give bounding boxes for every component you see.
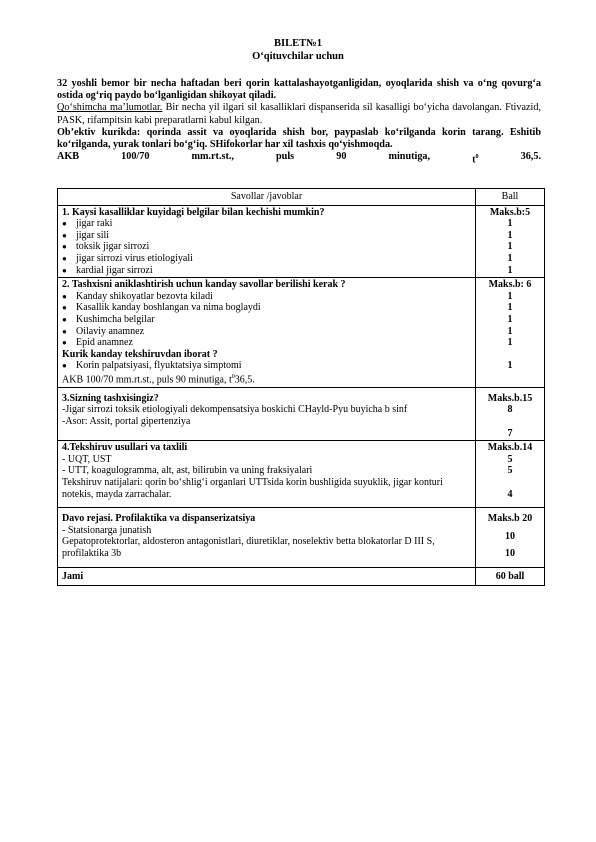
section-4-line-2: - UTT, koagulogramma, alt, ast, bilirubin va uning fraksiyalari (62, 465, 313, 477)
section-1-max: Maks.b:5 (489, 206, 531, 218)
list-item: ● Kushimcha belgilar (62, 313, 155, 325)
point-value: 1 (507, 302, 513, 314)
bullet-icon: ● (62, 361, 67, 371)
vitals-puls-unit: minutiga, (388, 151, 431, 163)
point-value: 1 (507, 218, 513, 230)
point-value: 1 (507, 252, 513, 264)
point-value: 5 (507, 465, 513, 477)
list-item: ● Korin palpatsiyasi, flyuktatsiya simptomi (62, 360, 242, 372)
section-3-max: Maks.b.15 (487, 392, 533, 404)
list-item: ● Epid anamnez (62, 337, 133, 349)
vitals-akb-value: 100/70 (121, 151, 150, 163)
list-item: ● Kanday shikoyatlar bezovta kiladi (62, 290, 213, 302)
vitals-puls: puls (276, 151, 295, 163)
list-item: ● jigar raki (62, 218, 113, 230)
list-item: ● Oilaviy anamnez (62, 325, 145, 337)
point-value: 1 (507, 229, 513, 241)
list-item: ● toksik jigar sirrozi (62, 241, 150, 253)
table-row-total (58, 567, 545, 586)
list-item: ● jigar sirrozi virus etiologiyali (62, 252, 193, 264)
section-3-complications: -Asor: Assit, portal gipertenziya (62, 416, 191, 428)
bullet-icon: ● (62, 253, 67, 263)
questions-table (57, 188, 545, 586)
section-1-points (476, 205, 545, 278)
vitals-unit: mm.rt.st., (191, 151, 234, 163)
ticket-title: BILET№1 (274, 38, 322, 49)
bullet-icon: ● (62, 326, 67, 336)
vitals-akb: AKB (57, 151, 80, 163)
bullet-icon: ● (62, 338, 67, 348)
section-3-points (476, 387, 545, 440)
bullet-icon: ● (62, 314, 67, 324)
point-value: 4 (507, 488, 513, 500)
section-2-points (476, 278, 545, 388)
point-value: 1 (507, 325, 513, 337)
vitals-puls-value: 90 (336, 151, 347, 163)
section-2-heading: 2. Tashxisni aniklashtirish uchun kanday savollar berilishi kerak ? (62, 279, 346, 291)
bullet-icon: ● (62, 242, 67, 252)
point-value: 8 (507, 404, 513, 416)
list-item: ● kardial jigar sirrozi (62, 264, 153, 276)
bullet-icon: ● (62, 291, 67, 301)
point-value: 10 (505, 548, 515, 560)
additional-info-text: Bir necha yil ilgari sil kasalliklari dispanserida sil kasalligi bo‘yicha davolangan. Ftivazid, PASK, rifampitsin kabi preparatlarni kabul kilgan. (57, 102, 541, 126)
column-header-ball: Ball (476, 189, 545, 206)
point-value: 1 (507, 313, 513, 325)
section-4-max: Maks.b.14 (487, 442, 533, 454)
section-5-points (476, 508, 545, 567)
vitals-line (57, 151, 541, 167)
section-4-line-1: - UQT, UST (62, 453, 112, 465)
section-5-line-1: - Statsionarga junatish (62, 524, 152, 536)
table-row-section-4 (58, 441, 545, 508)
point-value: 5 (507, 453, 513, 465)
ticket-subtitle: O‘qituvchilar uchun (252, 51, 344, 62)
section-2-subheading: Kurik kanday tekshiruvdan iborat ? (62, 348, 218, 360)
table-row-section-1 (58, 205, 545, 278)
point-value: 1 (507, 264, 513, 276)
table-header-row (58, 189, 545, 206)
total-value: 60 ball (476, 567, 545, 586)
bullet-icon: ● (62, 230, 67, 240)
section-4-points (476, 441, 545, 508)
case-description (57, 78, 541, 167)
list-item: ● jigar sili (62, 229, 110, 241)
section-3-diagnosis: -Jigar sirrozi toksik etiologiyali dekompensatsiya boskichi CHayld-Pyu buyicha b sinf (62, 404, 408, 416)
section-4-results: Tekshiruv natijalari: qorin bo‘shlig‘i organlari UTTsida korin bushligida suyuklik, jigar konturi notekis, mayda zarrachalar. (62, 476, 443, 500)
objective-exam-text: Ob’ektiv kurikda: qorinda assit va oyoqlarida shish bor, paypaslab ko‘rilganda korin tarang. Eshitib ko‘rilganda, yurak tonlari bo‘g‘iq. SHifokorlar har xil tashxis qo‘yishmoqda. (57, 126, 541, 151)
table-row-section-3 (58, 387, 545, 440)
list-item: ● Kasallik kanday boshlangan va nima boglaydi (62, 302, 261, 314)
section-5-max: Maks.b 20 (487, 513, 533, 525)
section-2-vitals-note: AKB 100/70 mm.rt.st., puls 90 minutiga, $t^036,5$. (62, 373, 255, 386)
section-5-line-2: Gepatoprotektorlar, aldosteron antagonistlari, diuretiklar, noselektiv betta blokatorlar D III S, profilaktika 3b (62, 536, 435, 559)
section-5-heading: Davo rejasi. Profilaktika va dispanserizatsiya (62, 513, 256, 525)
complaint-text: 32 yoshli bemor bir necha haftadan beri qorin kattalashayotganligidan, oyoqlarida shish va o‘ng qovurg‘a ostida og‘riq paydo bo‘lganligidan shikoyat qiladi. (57, 78, 541, 102)
section-3-heading: 3.Sizning tashxisingiz? (62, 392, 159, 404)
point-value: 1 (507, 241, 513, 253)
bullet-icon: ● (62, 265, 67, 275)
section-2-max: Maks.b: 6 (488, 279, 532, 291)
column-header-questions: Savollar /javoblar (58, 189, 476, 206)
vitals-temp: $t^0$ (472, 154, 479, 166)
point-value: 1 (507, 360, 513, 372)
bullet-icon: ● (62, 303, 67, 313)
additional-info-label: Qo‘shimcha ma’lumotlar. (57, 102, 163, 114)
total-label: Jami (62, 570, 84, 582)
bullet-icon: ● (62, 219, 67, 229)
point-value: 1 (507, 290, 513, 302)
point-value: 1 (507, 337, 513, 349)
vitals-temp-value: 36,5. (520, 151, 541, 163)
section-4-heading: 4.Tekshiruv usullari va taxlili (62, 442, 188, 454)
point-value: 7 (507, 427, 513, 439)
point-value: 10 (505, 530, 515, 542)
additional-info (57, 102, 541, 126)
table-row-section-2 (58, 278, 545, 388)
table-row-section-5 (58, 508, 545, 567)
section-1-heading: 1. Kaysi kasalliklar kuyidagi belgilar bilan kechishi mumkin? (62, 206, 325, 218)
